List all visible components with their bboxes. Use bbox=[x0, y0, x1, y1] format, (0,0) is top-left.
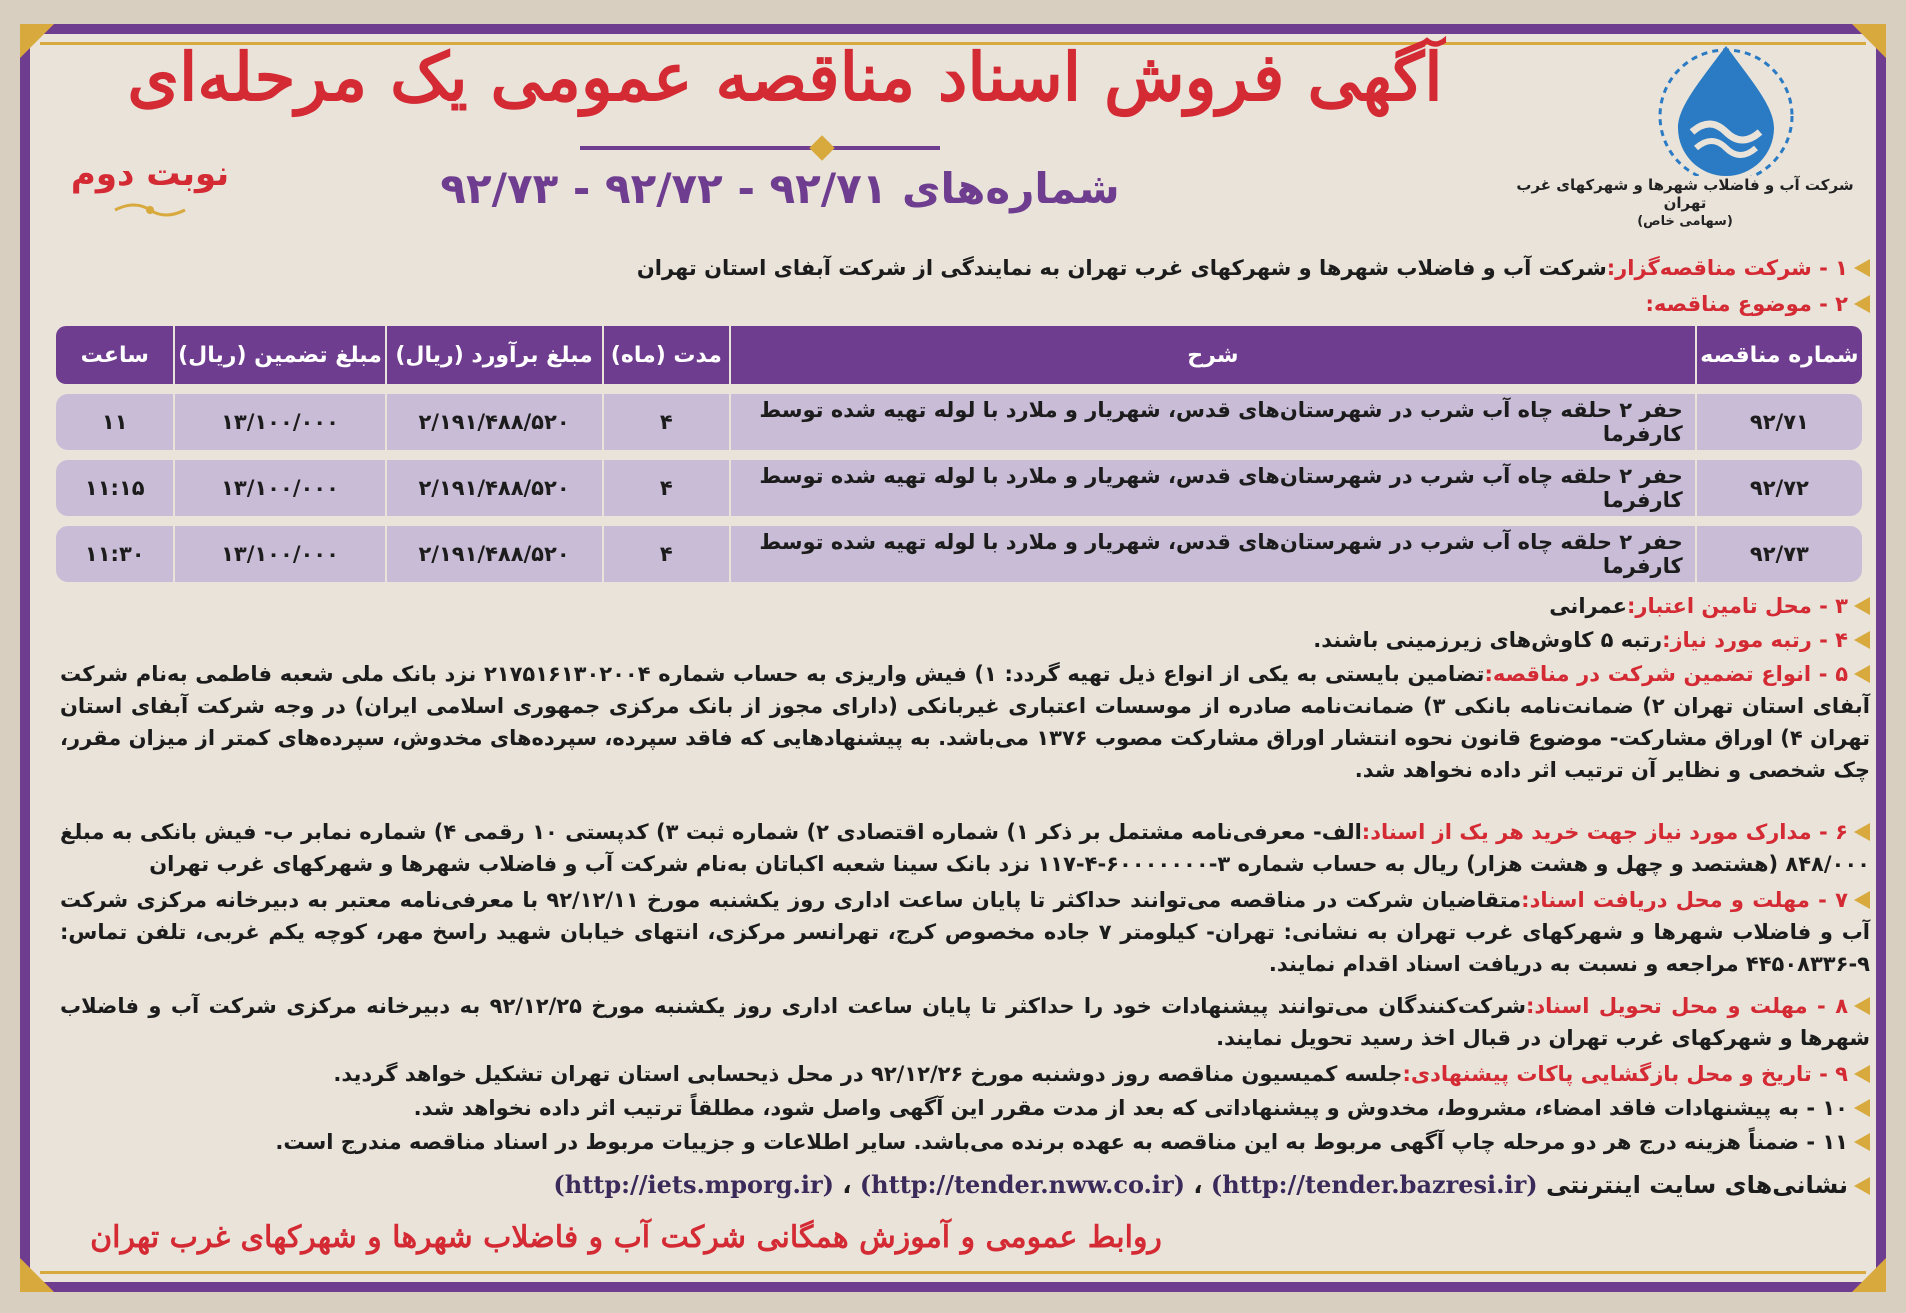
table-cell: ۴ bbox=[602, 460, 729, 516]
table-cell: ۹۲/۷۳ bbox=[1695, 526, 1862, 582]
corner-ornament bbox=[1852, 1258, 1886, 1292]
corner-ornament bbox=[20, 24, 54, 58]
table-cell: ۱۱ bbox=[101, 410, 128, 434]
table-cell: ۱۳/۱۰۰/۰۰۰ bbox=[173, 460, 384, 516]
table-cell: حفر ۲ حلقه چاه آب شرب در شهرستان‌های قدس، شهریار و ملارد با لوله تهیه شده توسط کارفرما bbox=[729, 526, 1695, 582]
round-ornament bbox=[110, 200, 190, 220]
publication-round: نوبت دوم bbox=[70, 154, 230, 194]
table-cell: ۱۱:۳۰ bbox=[84, 542, 145, 566]
tender-table bbox=[56, 326, 1862, 582]
arrow-bullet-icon bbox=[1854, 665, 1870, 683]
arrow-bullet-icon bbox=[1854, 891, 1870, 909]
table-cell: ۴ bbox=[602, 526, 729, 582]
section-4: ۴ - رتبه مورد نیاز:رتبه ۵ کاوش‌های زیرزمینی باشند. bbox=[70, 624, 1870, 656]
water-drop-logo-icon bbox=[1656, 36, 1796, 176]
table-cell: ۹۲/۷۲ bbox=[1695, 460, 1862, 516]
table-cell: ۹۲/۷۱ bbox=[1695, 394, 1862, 450]
section-3: ۳ - محل تامین اعتبار:عمرانی bbox=[70, 590, 1870, 622]
company-type: (سهامی خاص) bbox=[1637, 214, 1733, 229]
table-cell: حفر ۲ حلقه چاه آب شرب در شهرستان‌های قدس، شهریار و ملارد با لوله تهیه شده توسط کارفرما bbox=[729, 460, 1695, 516]
company-name: شرکت آب و فاضلاب شهرها و شهرکهای غرب تهران (سهامی خاص) bbox=[1500, 176, 1870, 229]
table-header bbox=[56, 326, 1862, 384]
tender-numbers: شماره‌های ۹۲/۷۱ - ۹۲/۷۲ - ۹۲/۷۳ bbox=[440, 164, 1120, 213]
table-row bbox=[56, 460, 1862, 516]
table-cell: ۱۳/۱۰۰/۰۰۰ bbox=[173, 526, 384, 582]
table-cell: ۲/۱۹۱/۴۸۸/۵۲۰ bbox=[385, 460, 602, 516]
section-2: ۲ - موضوع مناقصه: bbox=[70, 288, 1870, 320]
header-cell: مبلغ تضمین (ریال) bbox=[173, 326, 384, 384]
arrow-bullet-icon bbox=[1854, 1177, 1870, 1195]
table-cell: ۲/۱۹۱/۴۸۸/۵۲۰ bbox=[385, 526, 602, 582]
table-cell: ۴ bbox=[602, 394, 729, 450]
table-cell: ۲/۱۹۱/۴۸۸/۵۲۰ bbox=[385, 394, 602, 450]
corner-ornament bbox=[20, 1258, 54, 1292]
section-11: ۱۱ - ضمناً هزینه درج هر دو مرحله چاپ آگهی مربوط به این مناقصه به عهده برنده می‌باشد. سایر اطلاعات و جزییات مربوط در اسناد مناقصه مندرج است. bbox=[60, 1126, 1870, 1158]
arrow-bullet-icon bbox=[1854, 823, 1870, 841]
section-9: ۹ - تاریخ و محل بازگشایی پاکات پیشنهادی:جلسه کمیسیون مناقصه روز دوشنبه مورخ ۹۲/۱۲/۲۶ در محل ذیحسابی استان تهران تشکیل خواهد گردید. bbox=[60, 1058, 1870, 1090]
arrow-bullet-icon bbox=[1854, 1133, 1870, 1151]
arrow-bullet-icon bbox=[1854, 295, 1870, 313]
notice-title: آگهی فروش اسناد مناقصه عمومی یک مرحله‌ای bbox=[127, 38, 1443, 116]
website-link[interactable]: (http://tender.bazresi.ir) bbox=[1210, 1170, 1538, 1199]
website-link[interactable]: (http://tender.nww.co.ir) bbox=[859, 1170, 1186, 1199]
section-6: ۶ - مدارک مورد نیاز جهت خرید هر یک از اسناد:الف- معرفی‌نامه مشتمل بر ذکر ۱) شماره اقتصادی ۲) شماره ثبت ۳) کدپستی ۱۰ رقمی ۴) شماره نمابر ب- فیش بانکی به مبلغ ۸۴۸/۰۰۰ (هشتصد و چهل و هشت هزار) ریال به حساب شماره ۳-۶۰۰۰۰۰۰۰-۴-۱۱۷ نزد بانک سینا شعبه اکباتان به‌نام شرکت آب و فاضلاب شهرها و شهرکهای غرب تهران bbox=[60, 820, 1870, 876]
arrow-bullet-icon bbox=[1854, 1065, 1870, 1083]
section-1: ۱ - شرکت مناقصه‌گزار:شرکت آب و فاضلاب شهرها و شهرکهای غرب تهران به نمایندگی از شرکت آبفای استان تهران bbox=[70, 252, 1870, 284]
frame-inner-line bbox=[40, 1271, 1866, 1274]
website-link[interactable]: (http://iets.mporg.ir) bbox=[553, 1170, 834, 1199]
section-7: ۷ - مهلت و محل دریافت اسناد:متقاضیان شرکت در مناقصه می‌توانند حداکثر تا پایان ساعت اداری روز یکشنبه مورخ ۹۲/۱۲/۱۱ با معرفی‌نامه معتبر به دبیرخانه مرکزی شرکت آب و فاضلاب شهرها و شهرکهای غرب تهران به نشانی: تهران- کیلومتر ۷ جاده مخصوص کرج، تهرانسر مرکزی، انتهای خیابان شهید راسخ مهر، کوچه یکم غربی، تلفن تماس: ۹-۴۴۵۰۸۳۳۶ مراجعه و نسبت به دریافت اسناد اقدام نمایند. bbox=[60, 888, 1870, 976]
corner-ornament bbox=[1852, 24, 1886, 58]
website-links: نشانی‌های سایت اینترنتی (http://tender.bazresi.ir) ، (http://tender.nww.co.ir) ، (http://iets.mporg.ir) bbox=[553, 1170, 1870, 1199]
header-cell: شماره مناقصه bbox=[1695, 326, 1862, 384]
header-cell: مبلغ برآورد (ریال) bbox=[385, 326, 602, 384]
section-8: ۸ - مهلت و محل تحویل اسناد:شرکت‌کنندگان می‌توانند پیشنهادات خود را حداکثر تا پایان ساعت اداری روز یکشنبه مورخ ۹۲/۱۲/۲۵ به دبیرخانه مرکزی شرکت آب و فاضلاب شهرها و شهرکهای غرب تهران در قبال اخذ رسید تحویل نمایند. bbox=[60, 994, 1870, 1050]
title-rule bbox=[580, 146, 940, 150]
arrow-bullet-icon bbox=[1854, 259, 1870, 277]
public-relations-signature: روابط عمومی و آموزش همگانی شرکت آب و فاضلاب شهرها و شهرکهای غرب تهران bbox=[90, 1220, 1162, 1255]
table-cell: حفر ۲ حلقه چاه آب شرب در شهرستان‌های قدس، شهریار و ملارد با لوله تهیه شده توسط کارفرما bbox=[729, 394, 1695, 450]
table-cell: ۱۱:۱۵ bbox=[84, 476, 145, 500]
arrow-bullet-icon bbox=[1854, 631, 1870, 649]
section-5: ۵ - انواع تضمین شرکت در مناقصه:تضامین بایستی به یکی از انواع ذیل تهیه گردد: ۱) فیش واریزی به حساب شماره ۲۱۷۵۱۶۱۳۰۲۰۰۴ نزد بانک ملی شعبه فاطمی به‌نام شرکت آبفای استان تهران ۲) ضمانت‌نامه بانکی ۳) ضمانت‌نامه صادره از موسسات اعتباری غیربانکی (دارای مجوز از بانک مرکزی جمهوری اسلامی ایران) در وجه شرکت آبفای استان تهران ۴) اوراق مشارکت- موضوع قانون نحوه انتشار اوراق مشارکت مصوب ۱۳۷۶ می‌باشد. به پیشنهادهایی که فاقد سپرده، سپرده‌های مخدوش، سپرده‌های کمتر از میزان مقرر، چک شخصی و نظایر آن ترتیب اثر داده نخواهد شد. bbox=[60, 662, 1870, 782]
section-10: ۱۰ - به پیشنهادات فاقد امضاء، مشروط، مخدوش و پیشنهاداتی که بعد از مدت مقرر این آگهی واصل شود، مطلقاً ترتیب اثر داده نخواهد شد. bbox=[60, 1092, 1870, 1124]
arrow-bullet-icon bbox=[1854, 597, 1870, 615]
table-cell: ۱۳/۱۰۰/۰۰۰ bbox=[173, 394, 384, 450]
table-row bbox=[56, 526, 1862, 582]
header-cell: ساعت bbox=[80, 342, 149, 368]
header-cell: مدت (ماه) bbox=[602, 326, 729, 384]
header-cell: شرح bbox=[729, 326, 1695, 384]
arrow-bullet-icon bbox=[1854, 1099, 1870, 1117]
arrow-bullet-icon bbox=[1854, 997, 1870, 1015]
table-row bbox=[56, 394, 1862, 450]
